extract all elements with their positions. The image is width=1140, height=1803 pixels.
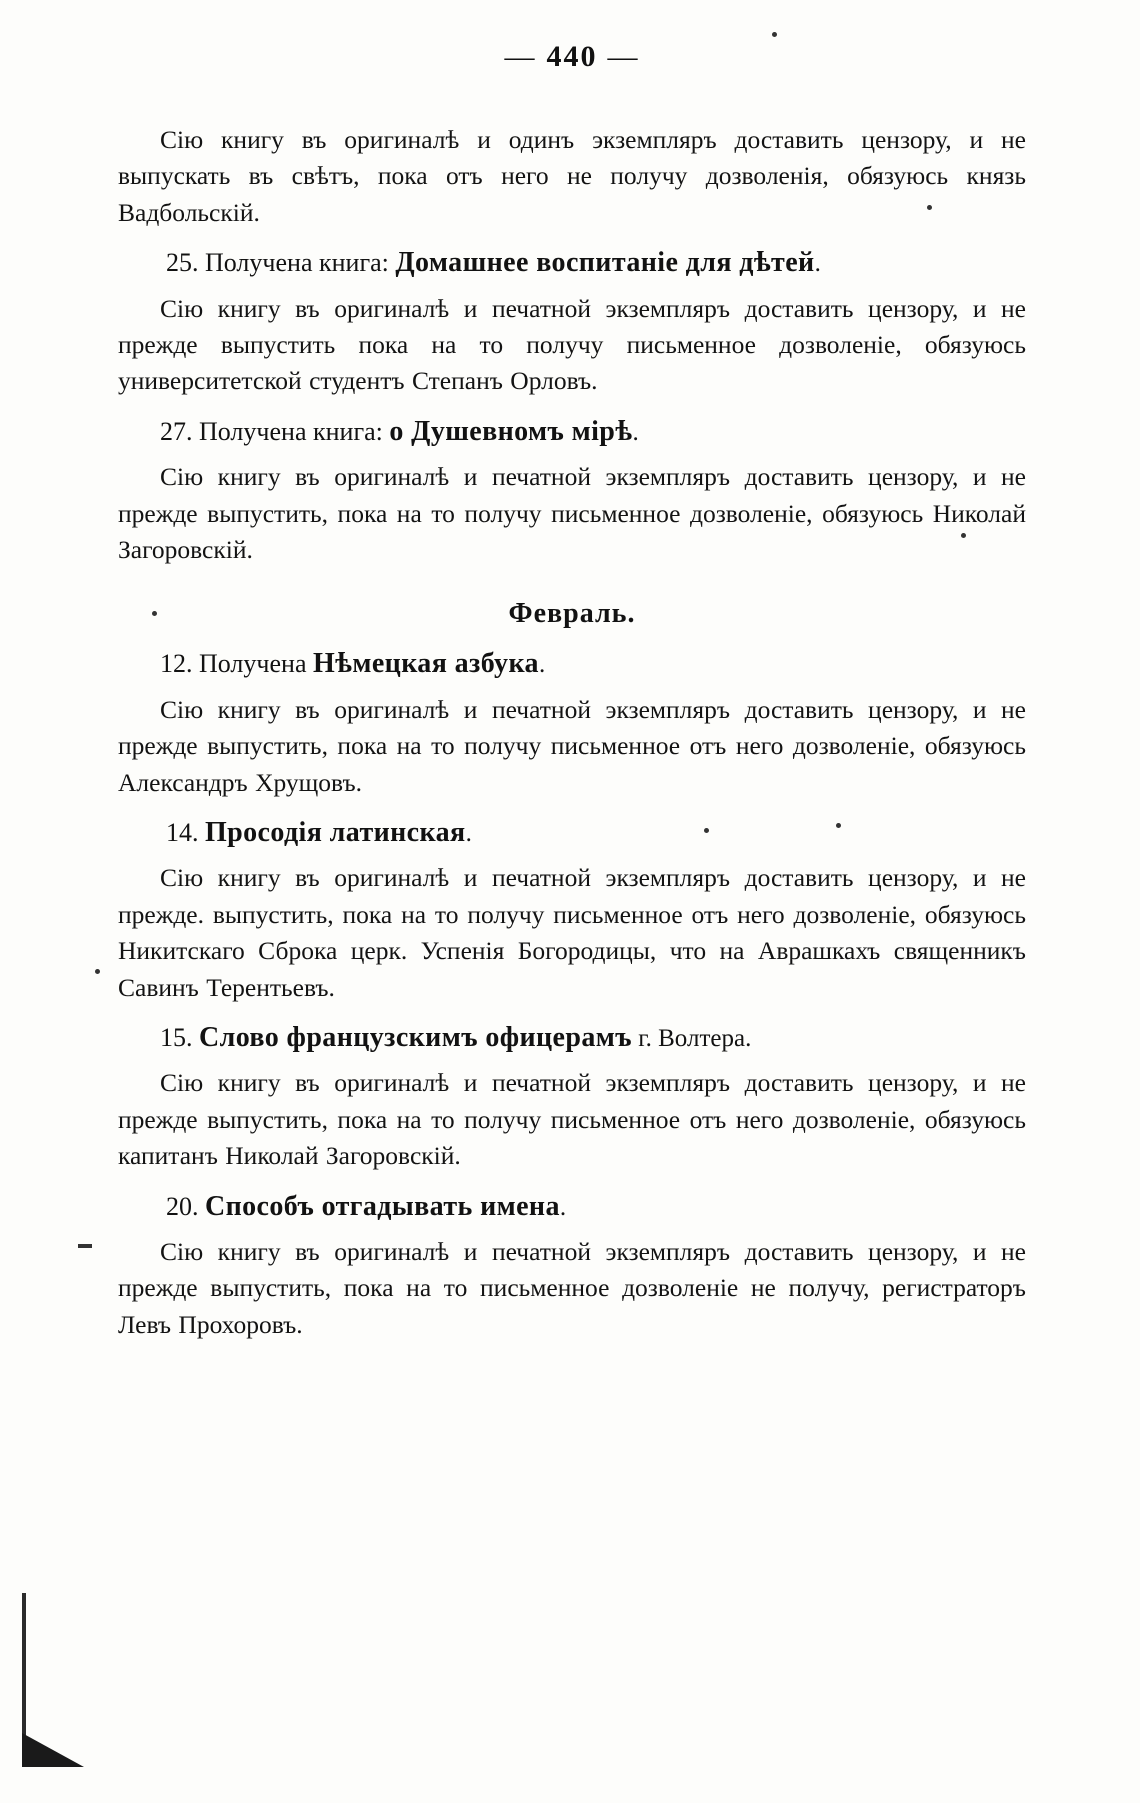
page-number-dash-left: — [504, 40, 537, 73]
entry-25-number: 25. [166, 248, 199, 278]
entry-20-number: 20. [166, 1191, 199, 1221]
entry-15-paragraph: Сію книгу въ оригиналѣ и печатной экземпляръ доставить цензору, и не прежде выпустить, пока на то получу письменное отъ него дозволеніе, обязуюсь капитанъ Николай Загоровскій. [118, 1068, 1026, 1171]
entry-12-heading [118, 644, 1026, 683]
entry-12-title: Нѣмецкая азбука [312, 648, 539, 680]
speck-mark [95, 969, 100, 974]
corner-wedge [22, 1733, 84, 1767]
dash-mark [78, 1244, 92, 1248]
entry-12-number: 12. [160, 649, 193, 679]
entry-12-lead: Получена [199, 649, 307, 679]
entry-20-title: Способъ отгадывать имена [205, 1190, 560, 1222]
month-heading: Февраль. [508, 598, 636, 630]
entry-15-tail: г. Волтера. [631, 1025, 752, 1052]
entry-27-heading [118, 412, 1026, 451]
entry-25-paragraph: Сію книгу въ оригиналѣ и печатной экземпляръ доставить цензору, и не прежде выпустить пока на то получу письменное дозволеніе, обязуюсь университетской студентъ Степанъ Орловъ. [118, 293, 1026, 396]
page-corner-artifact [0, 1593, 118, 1803]
entry-20-tail: . [559, 1193, 567, 1221]
entry-12-paragraph: Сію книгу въ оригиналѣ и печатной экземпляръ доставить цензору, и не прежде выпустить, пока на то получу письменное отъ него дозволеніе, обязуюсь Александръ Хрущовъ. [118, 694, 1026, 797]
entry-27-lead: Получена книга: [199, 416, 383, 446]
entry-20-heading [118, 1187, 1026, 1226]
page-number [118, 40, 1026, 74]
speck-mark [772, 32, 777, 37]
entry-14-heading [118, 813, 1026, 852]
entry-27-paragraph: Сію книгу въ оригиналѣ и печатной экземпляръ доставить цензору, и не прежде выпустить, пока на то получу письменное дозволеніе, обязуюсь Николай Загоровскій. [118, 462, 1026, 564]
entry-14-paragraph: Сію книгу въ оригиналѣ и печатной экземпляръ доставить цензору, и не прежде. выпустить, пока на то получу письменное отъ него дозволеніе, обязуюсь Никитскаго Сброка церк. Успенія Богородицы, что на Аврашкахъ священникъ Савинъ Терентьевъ. [118, 863, 1026, 1002]
entry-20-paragraph: Сію книгу въ оригиналѣ и печатной экземпляръ доставить цензору, и не прежде выпустить, пока на то письменное дозволеніе не получу, регистраторъ Левъ Прохоровъ. [118, 1236, 1026, 1339]
entry-27-number: 27. [160, 416, 193, 446]
entry-25-title: Домашнее воспитаніе для дѣтей [395, 247, 815, 279]
entry-25-heading [118, 243, 1026, 282]
entry-25-lead: Получена книга: [205, 248, 389, 278]
page-content [118, 40, 1026, 1350]
entry-12-tail: . [538, 651, 546, 679]
intro-paragraph: Сію книгу въ оригиналѣ и одинъ экземпляръ доставить цензору, и не выпускать въ свѣтъ, пока отъ него не получу дозволенія, обязуюсь князь Вадбольскій. [118, 125, 1026, 227]
entry-15-number: 15. [160, 1023, 193, 1052]
entry-14-title: Просодія латинская [205, 817, 466, 848]
page-number-dash-right: — [607, 40, 640, 73]
entry-14-tail: . [465, 820, 472, 847]
page-number-value: 440 [546, 40, 598, 73]
entry-27-title: о Душевномъ мірѣ [389, 415, 633, 447]
entry-14-number: 14. [166, 818, 199, 847]
binding-line [22, 1593, 26, 1743]
entry-15-title: Слово французскимъ офицерамъ [199, 1022, 632, 1053]
entry-15-heading [118, 1018, 1026, 1057]
entry-27-tail: . [632, 418, 639, 446]
entry-25-tail: . [814, 250, 821, 278]
